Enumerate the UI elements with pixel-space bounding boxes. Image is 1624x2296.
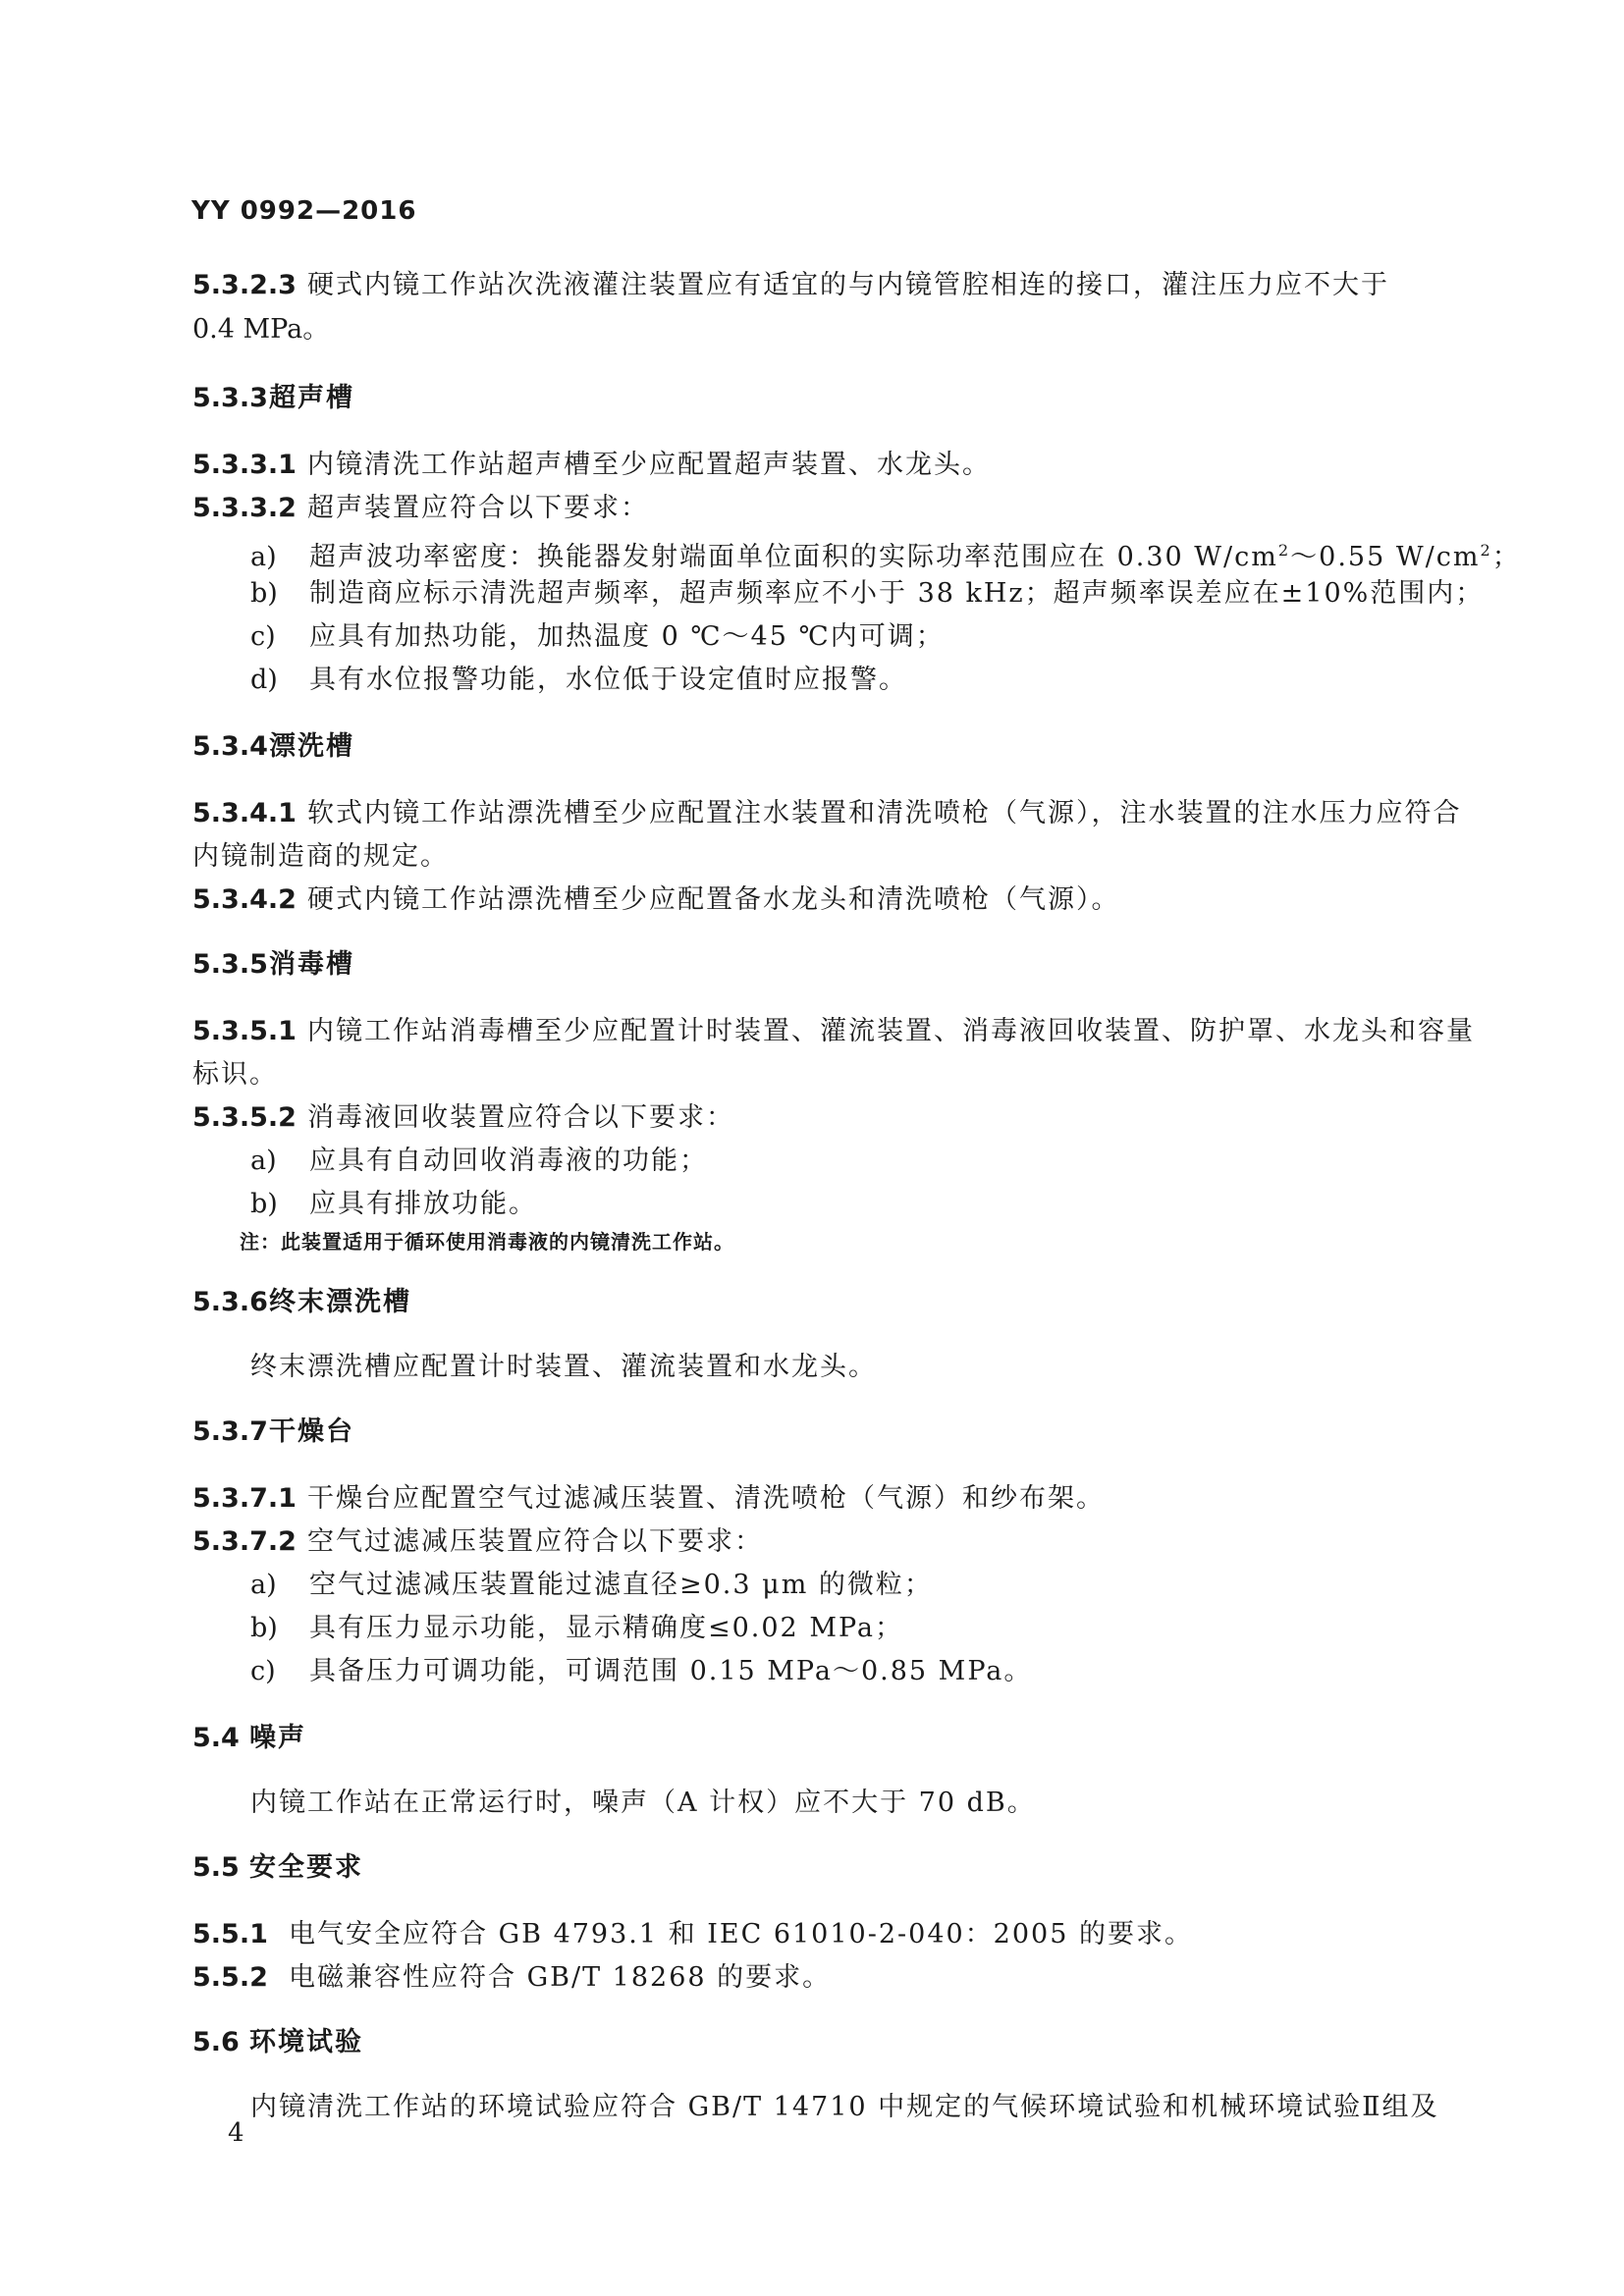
- section-number: 5.5: [192, 1852, 240, 1883]
- clause-5-5-1: [192, 1914, 1193, 1955]
- clause-text: 软式内镜工作站漂洗槽至少应配置注水装置和清洗喷枪（气源），注水装置的注水压力应符合: [307, 798, 1462, 828]
- clause-continuation: 标识。: [192, 1059, 278, 1090]
- clause-text: 超声装置应符合以下要求：: [307, 493, 649, 523]
- list-text: 空气过滤减压装置能过滤直径≥0.3 μm 的微粒；: [309, 1570, 933, 1600]
- clause-5-3-3-2: [192, 488, 649, 529]
- section-title: 终末漂洗槽: [269, 1287, 411, 1317]
- section-title: 环境试验: [249, 2027, 363, 2057]
- list-text: 应具有加热功能，加热温度 0 ℃～45 ℃内可调；: [309, 621, 945, 652]
- section-number: 5.3.7: [192, 1416, 268, 1447]
- section-heading-5-4: [192, 1718, 306, 1759]
- clause-text: 内镜工作站消毒槽至少应配置计时装置、灌流装置、消毒液回收装置、防护罩、水龙头和容量: [307, 1016, 1475, 1046]
- clause-text: 干燥台应配置空气过滤减压装置、清洗喷枪（气源）和纱布架。: [307, 1483, 1105, 1514]
- list-item: [250, 1141, 708, 1182]
- list-label: c): [250, 1656, 276, 1686]
- list-label: d): [250, 665, 278, 695]
- list-item: [250, 1565, 933, 1606]
- clause-number: 5.3.7.2: [192, 1526, 297, 1557]
- section-heading-5-3-6: [192, 1282, 411, 1323]
- list-label: b): [250, 1613, 278, 1643]
- list-item: [250, 1608, 903, 1649]
- list-label: b): [250, 578, 278, 609]
- list-text: 具有压力显示功能，显示精确度≤0.02 MPa；: [309, 1613, 904, 1643]
- section-heading-5-3-7: [192, 1412, 354, 1453]
- clause-number: 5.3.3.2: [192, 493, 297, 523]
- section-title: 噪声: [249, 1723, 306, 1753]
- section-title: 超声槽: [269, 383, 354, 413]
- clause-continuation: 内镜制造商的规定。: [192, 841, 449, 872]
- section-number: 5.3.4: [192, 731, 268, 762]
- section-number: 5.4: [192, 1723, 240, 1753]
- list-text: 应具有自动回收消毒液的功能；: [309, 1146, 708, 1176]
- clause-5-3-2-3: [192, 265, 1389, 306]
- section-heading-5-3-3: [192, 378, 354, 419]
- clause-5-3-5-1: [192, 1011, 1475, 1052]
- note: 注：此装置适用于循环使用消毒液的内镜清洗工作站。: [240, 1230, 734, 1254]
- list-item: [250, 530, 1521, 578]
- clause-5-3-4-1: [192, 793, 1462, 834]
- section-title: 漂洗槽: [269, 731, 354, 762]
- clause-number: 5.3.4.2: [192, 884, 297, 915]
- section-heading-5-5: [192, 1847, 363, 1889]
- list-label: a): [250, 542, 277, 572]
- clause-number: 5.3.2.3: [192, 270, 297, 300]
- clause-text: 硬式内镜工作站次洗液灌注装置应有适宜的与内镜管腔相连的接口，灌注压力应不大于: [307, 270, 1389, 300]
- clause-5-3-7-1: [192, 1478, 1105, 1520]
- page-number: 4: [228, 2118, 244, 2148]
- list-item: [250, 1184, 537, 1225]
- list-text: 制造商应标示清洗超声频率，超声频率应不小于 38 kHz；超声频率误差应在±10%范围内；: [309, 578, 1485, 609]
- clause-5-5-2: [192, 1957, 831, 1999]
- section-title: 安全要求: [249, 1852, 363, 1883]
- indented-paragraph: 内镜工作站在正常运行时，噪声（A 计权）应不大于 70 dB。: [250, 1788, 1036, 1818]
- list-text: 应具有排放功能。: [309, 1189, 537, 1219]
- section-number: 5.6: [192, 2027, 240, 2057]
- document-id-header: YY 0992—2016: [191, 196, 417, 226]
- clause-number: 5.3.7.1: [192, 1483, 297, 1514]
- clause-5-3-7-2: [192, 1522, 763, 1563]
- list-item: [250, 660, 907, 701]
- clause-text: 空气过滤减压装置应符合以下要求：: [307, 1526, 763, 1557]
- section-title: 消毒槽: [269, 949, 354, 980]
- list-label: a): [250, 1570, 277, 1600]
- section-heading-5-3-5: [192, 944, 354, 986]
- clause-text: 内镜清洗工作站超声槽至少应配置超声装置、水龙头。: [307, 450, 991, 480]
- clause-5-3-4-2: [192, 880, 1120, 921]
- clause-number: 5.3.5.2: [192, 1102, 297, 1133]
- section-number: 5.3.6: [192, 1287, 268, 1317]
- list-text: 具备压力可调功能，可调范围 0.15 MPa～0.85 MPa。: [309, 1656, 1033, 1686]
- clause-5-3-5-2: [192, 1097, 734, 1139]
- list-label: b): [250, 1189, 278, 1219]
- list-item: [250, 573, 1484, 614]
- clause-text: 电气安全应符合 GB 4793.1 和 IEC 61010-2-040：2005 的要求。: [289, 1919, 1193, 1949]
- clause-number: 5.3.4.1: [192, 798, 297, 828]
- clause-text: 电磁兼容性应符合 GB/T 18268 的要求。: [289, 1962, 832, 1993]
- section-heading-5-6: [192, 2022, 363, 2063]
- indented-paragraph: 终末漂洗槽应配置计时装置、灌流装置和水龙头。: [250, 1352, 877, 1382]
- list-label: c): [250, 621, 276, 652]
- clause-number: 5.3.5.1: [192, 1016, 297, 1046]
- clause-continuation: 0.4 MPa。: [192, 314, 330, 345]
- section-number: 5.3.3: [192, 383, 268, 413]
- indented-paragraph: 内镜清洗工作站的环境试验应符合 GB/T 14710 中规定的气候环境试验和机械环境试验Ⅱ组及: [250, 2092, 1439, 2122]
- clause-number: 5.5.2: [192, 1962, 268, 1993]
- list-item: [250, 616, 945, 658]
- section-number: 5.3.5: [192, 949, 268, 980]
- clause-text: 硬式内镜工作站漂洗槽至少应配置备水龙头和清洗喷枪（气源）。: [307, 884, 1120, 915]
- clause-5-3-3-1: [192, 445, 991, 486]
- section-title: 干燥台: [269, 1416, 354, 1447]
- list-label: a): [250, 1146, 277, 1176]
- clause-number: 5.3.3.1: [192, 450, 297, 480]
- section-heading-5-3-4: [192, 726, 354, 768]
- clause-text: 消毒液回收装置应符合以下要求：: [307, 1102, 734, 1133]
- list-text: 超声波功率密度：换能器发射端面单位面积的实际功率范围应在 0.30 $W/cm^2\sim 0.55$ $W/cm^2$；: [309, 541, 1521, 572]
- clause-number: 5.5.1: [192, 1919, 268, 1949]
- list-item: [250, 1651, 1032, 1692]
- list-text: 具有水位报警功能，水位低于设定值时应报警。: [309, 665, 907, 695]
